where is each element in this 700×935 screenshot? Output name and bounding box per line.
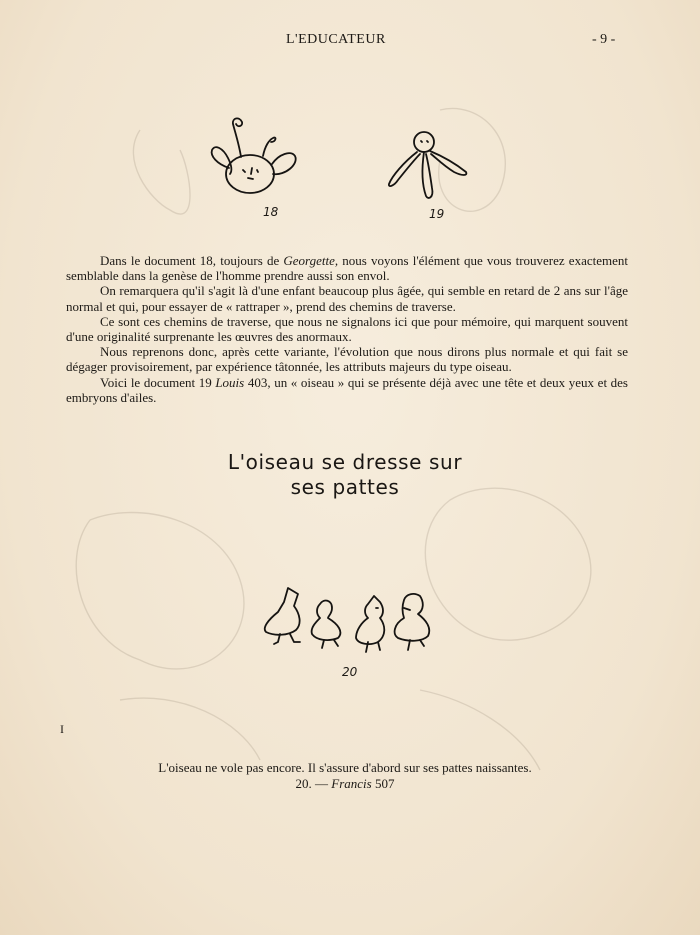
figure-20-label: 20	[342, 665, 358, 679]
figure-18-drawing	[205, 112, 305, 202]
figure-20-caption	[60, 760, 630, 792]
figure-18-label: 18	[263, 205, 279, 219]
section-heading: L'oiseau se dresse sur ses pattes	[227, 450, 463, 499]
paragraph-4: Nous reprenons donc, après cette variante, l'évolution que nous dirons plus normale et qui fait se dégager provisoirement, par expérience tâtonnée, les attributs majeurs du type oiseau.	[66, 344, 628, 375]
paragraph-3: Ce sont ces chemins de traverse, que nous ne signalons ici que pour mémoire, qui marquent souvent d'une originalité surprenante les œuvres des anormaux.	[66, 313, 628, 345]
figure-20-drawing	[258, 584, 438, 660]
paragraph-1: Dans le document 18, toujours de Georgette, nous voyons l'élément que vous trouverez exactement semblable dans la genèse de l'homme prendre aussi son envol.	[66, 253, 628, 284]
caption-text: L'oiseau ne vole pas encore. Il s'assure d'abord sur ses pattes naissantes.	[158, 760, 532, 775]
page-header	[0, 32, 700, 52]
figure-19-label: 19	[429, 207, 445, 221]
figure-19-drawing	[384, 126, 474, 206]
journal-title: L'EDUCATEUR	[286, 32, 386, 47]
paragraph-5: Voici le document 19 Louis 403, un « oiseau » qui se présente déjà avec une tête et deux yeux et des embryons d'ailes.	[66, 374, 628, 405]
paragraph-2: On remarquera qu'il s'agit là d'une enfant beaucoup plus âgée, qui semble en retard de 2 ans sur l'âge normal et qui, pour essayer de « rattraper », prend des chemins de traverse.	[66, 283, 628, 314]
margin-mark: I	[60, 722, 64, 736]
body-text	[66, 253, 628, 405]
page-number: - 9 -	[592, 32, 616, 47]
caption-reference: 20. — Francis 507	[295, 776, 395, 791]
